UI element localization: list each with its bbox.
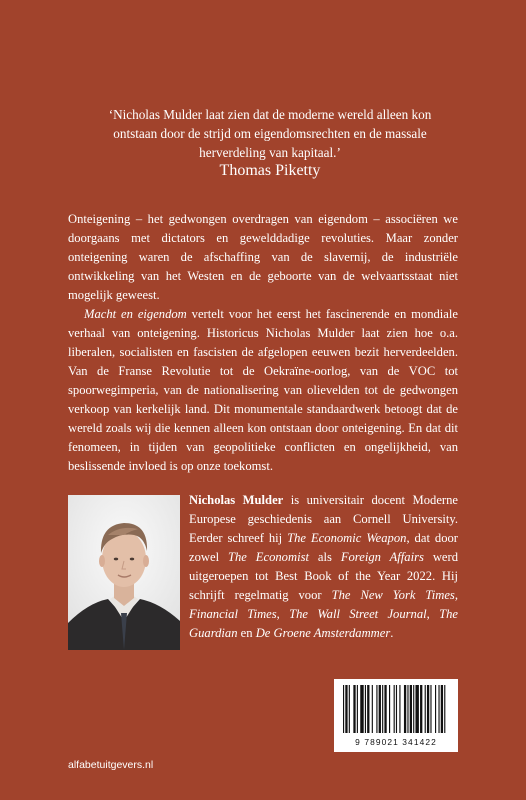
barcode-bar: [413, 685, 414, 733]
bio-publication: Foreign Affairs: [340, 550, 424, 564]
bio-text: ,: [276, 607, 290, 621]
barcode-bar: [415, 685, 418, 733]
barcode-bar: [427, 685, 429, 733]
bio-publication: The Guardian: [189, 607, 458, 640]
book-title: Macht en eigendom: [84, 307, 187, 321]
author-name: Nicholas Mulder: [189, 493, 284, 507]
barcode-bar: [345, 685, 347, 733]
barcode-bar: [384, 685, 386, 733]
bio-text: ,: [426, 607, 440, 621]
bio-publication: The New York Times: [331, 588, 455, 602]
bio-publication: De Groene Amsterdammer: [255, 626, 391, 640]
barcode-bar: [389, 685, 390, 733]
barcode-bar: [404, 685, 406, 733]
barcode-bar: [420, 685, 422, 733]
barcode-bar: [438, 685, 439, 733]
blurb-paragraph-1: Onteigening – het gedwongen overdragen van eigendom – associëren we doorgaans met dictators en gewelddadige revoluties. Maar zonder onteigening waren de afschaffing van de slavernij, de industriële ontwikkeling van het Westen en de geboorte van de welvaartsstaat niet mogelijk geweest.: [68, 212, 458, 302]
barcode-bar: [357, 685, 358, 733]
barcode-bar: [407, 685, 408, 733]
barcode-bar: [349, 685, 350, 733]
barcode-bar: [444, 685, 445, 733]
blurb-paragraph-2-text: vertelt voor het eerst het fascinerende en mondiale verhaal van onteigening. Historicus Nicholas Mulder laat zien hoe o.a. liberalen, socialisten en fascisten de afgelopen eeuwen bezit herverdeelden. Van de Franse Revolutie tot de Oekraïne-oorlog, van de VOC tot spoorwegimperia, van de nationalisering van olievelden tot de gedwongen verkoop van kerkelijk land. Dit monumentale standaardwerk betoogt dat de wereld zoals wij die kennen alleen kon ontstaan door onteigening. En dat dit fenomeen, in tijden van geopolitieke conflicten en ongelijkheid, van beslissende invloed is op onze toekomst.: [68, 307, 458, 473]
bio-text: als: [308, 550, 341, 564]
bio-text: ,: [454, 588, 458, 602]
barcode-bar: [382, 685, 383, 733]
bio-text: is universitair docent Moderne Europese geschiedenis aan Cornell University. Eerder schreef hij: [189, 493, 458, 545]
bio-text: .: [390, 626, 394, 640]
barcode-bar: [430, 685, 431, 733]
bio-publication: The Economist: [228, 550, 309, 564]
bio-book-title: The Economic Weapon: [287, 531, 407, 545]
barcode-bar: [343, 685, 344, 733]
barcode-bar: [376, 685, 377, 733]
barcode-bar: [372, 685, 373, 733]
author-portrait: [68, 495, 180, 650]
barcode-bar: [441, 685, 443, 733]
barcode-bar: [365, 685, 366, 733]
barcode-bar: [399, 685, 400, 733]
barcode-bar: [435, 685, 436, 733]
bio-text: werd uitgeroepen tot Best Book of the Year 2022. Hij schrijft regelmatig voor: [189, 550, 458, 602]
isbn-number: 9 789021 341422: [355, 737, 437, 747]
author-photo-illustration: [68, 495, 180, 650]
bio-publication: The Wall Street Journal: [289, 607, 427, 621]
publisher-url: alfabetuitgevers.nl: [68, 759, 154, 771]
barcode-bar: [353, 685, 355, 733]
barcode-bar: [394, 685, 395, 733]
bio-text: en: [237, 626, 256, 640]
bio-publication: Financial Times: [189, 607, 277, 621]
barcode: [334, 679, 458, 752]
author-bio: [189, 491, 458, 643]
blurb-paragraph-2: [68, 305, 458, 476]
barcode-bar: [410, 685, 412, 733]
endorsement-author: Thomas Piketty: [219, 162, 321, 179]
bio-text: , dat door zowel: [189, 531, 459, 564]
barcode-bars: [334, 679, 458, 737]
barcode-bar: [367, 685, 369, 733]
blurb: [68, 210, 458, 476]
endorsement-quote: ‘Nicholas Mulder laat zien dat de moderne wereld alleen kon ontstaan door de strijd om eigendomsrechten en de massale herverdeling van kapitaal.’: [108, 107, 432, 160]
barcode-bar: [360, 685, 363, 733]
barcode-bar: [379, 685, 381, 733]
barcode-bar: [425, 685, 426, 733]
barcode-bar: [396, 685, 397, 733]
